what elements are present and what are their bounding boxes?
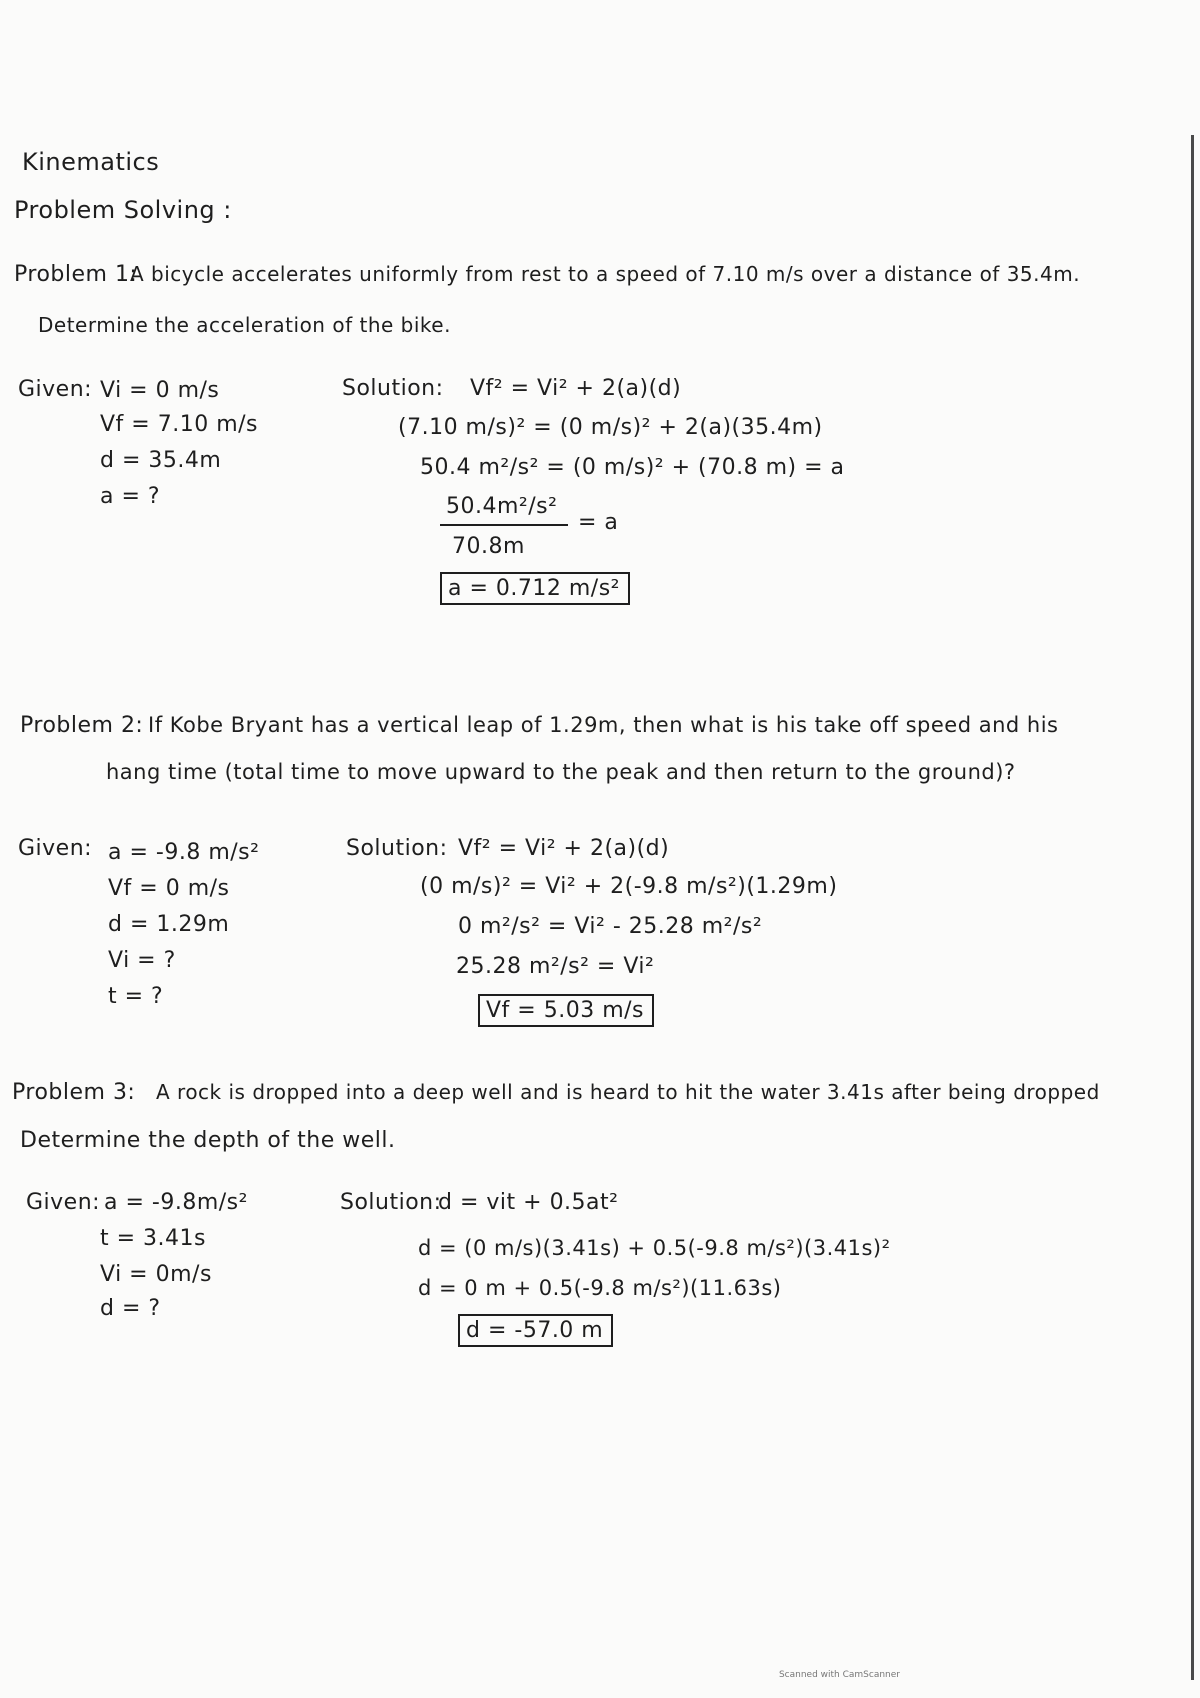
problem1-text-line1: A bicycle accelerates uniformly from rest to a speed of 7.10 m/s over a distance of 35.4m. (130, 262, 1081, 286)
page-subtitle: Problem Solving : (14, 196, 232, 224)
problem1-fraction-equals: = a (578, 510, 619, 535)
problem1-solution-step: 50.4 m²/s² = (0 m/s)² + (70.8 m) = a (420, 455, 845, 480)
problem2-given-label: Given: (18, 836, 93, 861)
problem2-given-item: t = ? (108, 984, 164, 1009)
problem3-label: Problem 3: (12, 1080, 136, 1105)
problem1-given-item: Vi = 0 m/s (100, 378, 220, 403)
problem2-text-line2: hang time (total time to move upward to the peak and then return to the ground)? (106, 760, 1016, 784)
problem2-text-line1: If Kobe Bryant has a vertical leap of 1.29m, then what is his take off speed and his (148, 713, 1059, 737)
problem1-given-item: Vf = 7.10 m/s (100, 412, 258, 437)
problem3-solution-step: d = 0 m + 0.5(-9.8 m/s²)(11.63s) (418, 1276, 782, 1300)
page-edge-line (1191, 135, 1194, 1680)
problem3-given-item: Vi = 0m/s (100, 1262, 212, 1287)
problem1-fraction-denominator: 70.8m (452, 534, 525, 559)
problem3-solution-label: Solution: (340, 1190, 442, 1215)
problem1-text-line2: Determine the acceleration of the bike. (38, 313, 451, 337)
problem1-solution-label: Solution: (342, 376, 444, 401)
problem2-given-item: Vf = 0 m/s (108, 876, 230, 901)
problem2-solution-step: Vf² = Vi² + 2(a)(d) (458, 836, 670, 861)
scanner-watermark: Scanned with CamScanner (778, 1670, 900, 1680)
problem2-solution-label: Solution: (346, 836, 448, 861)
problem3-text-line2: Determine the depth of the well. (20, 1128, 396, 1153)
problem1-given-item: a = ? (100, 484, 161, 509)
problem2-given-item: a = -9.8 m/s² (108, 840, 260, 865)
page-title: Kinematics (22, 148, 160, 176)
problem3-given-item: d = ? (100, 1296, 161, 1321)
problem3-given-item: t = 3.41s (100, 1226, 206, 1251)
problem2-solution-step: (0 m/s)² = Vi² + 2(-9.8 m/s²)(1.29m) (420, 874, 838, 899)
problem1-answer-box: a = 0.712 m/s² (440, 572, 630, 605)
problem2-solution-step: 0 m²/s² = Vi² - 25.28 m²/s² (458, 914, 763, 939)
problem3-given-item: a = -9.8m/s² (104, 1190, 248, 1215)
problem2-given-item: Vi = ? (108, 948, 176, 973)
problem3-solution-step: d = (0 m/s)(3.41s) + 0.5(-9.8 m/s²)(3.41s)² (418, 1236, 891, 1260)
problem1-solution-step: Vf² = Vi² + 2(a)(d) (470, 376, 682, 401)
problem3-solution-step: d = vit + 0.5at² (438, 1190, 619, 1215)
problem2-answer-box: Vf = 5.03 m/s (478, 994, 654, 1027)
problem1-fraction-numerator: 50.4m²/s² (446, 494, 558, 519)
problem3-answer-box: d = -57.0 m (458, 1314, 613, 1347)
problem1-given-label: Given: (18, 377, 93, 402)
problem1-label: Problem 1: (14, 262, 138, 287)
problem2-label: Problem 2: (20, 713, 144, 738)
problem1-fraction-bar (440, 524, 568, 526)
problem3-text-line1: A rock is dropped into a deep well and is heard to hit the water 3.41s after being dropped (156, 1080, 1100, 1104)
problem3-given-label: Given: (26, 1190, 101, 1215)
problem2-given-item: d = 1.29m (108, 912, 230, 937)
problem1-solution-step: (7.10 m/s)² = (0 m/s)² + 2(a)(35.4m) (398, 415, 823, 440)
problem2-solution-step: 25.28 m²/s² = Vi² (456, 954, 655, 979)
problem1-given-item: d = 35.4m (100, 448, 222, 473)
